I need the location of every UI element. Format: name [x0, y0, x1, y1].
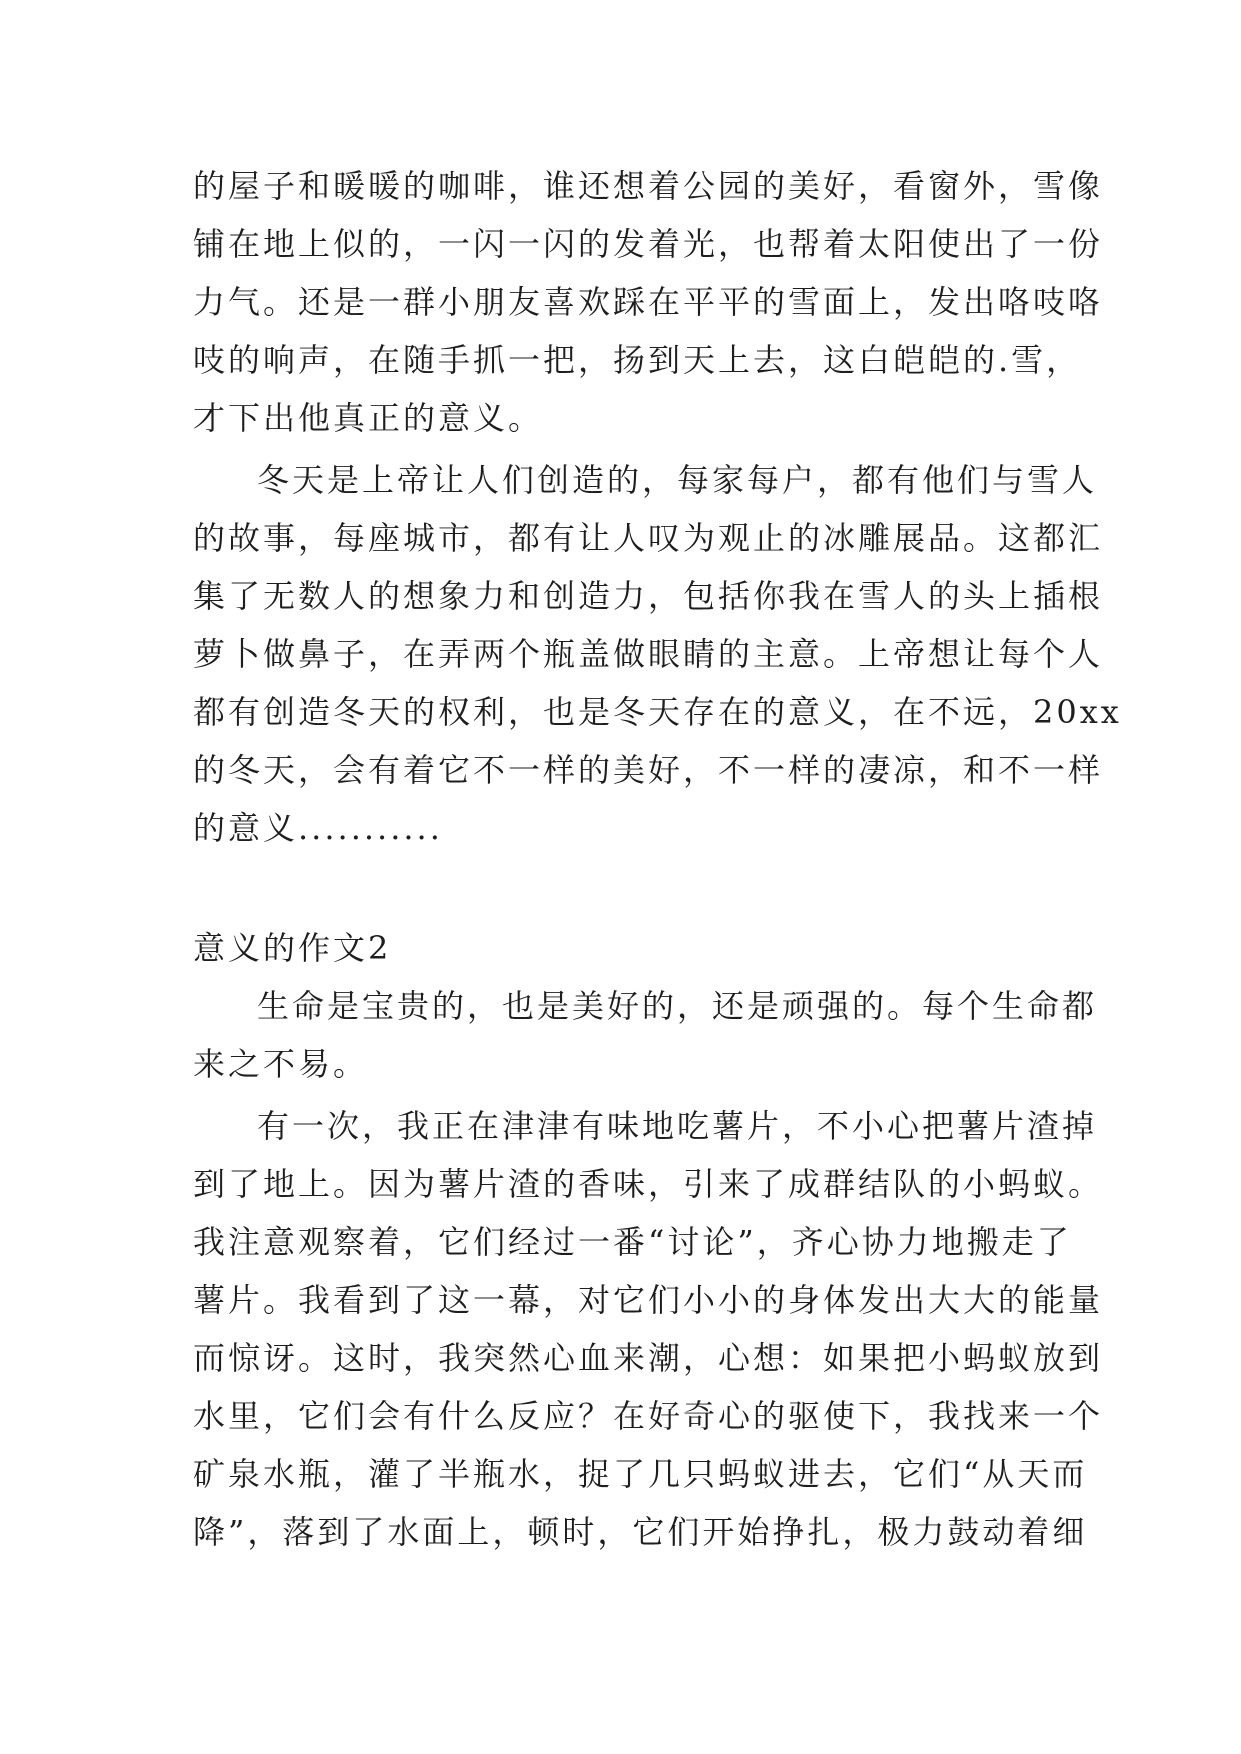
text-line: 降”，落到了水面上，顿时，它们开始挣扎，极力鼓动着细: [193, 1513, 1088, 1551]
text-line: 力气。还是一群小朋友喜欢踩在平平的雪面上，发出咯吱咯: [193, 283, 1104, 321]
text-line: 的冬天，会有着它不一样的美好，不一样的凄凉，和不一样: [193, 751, 1104, 789]
text-line: 的故事，每座城市，都有让人叹为观止的冰雕展品。这都汇: [193, 519, 1104, 557]
paragraph-life: [193, 977, 1098, 1093]
text-line: 生命是宝贵的，也是美好的，还是顽强的。每个生命都: [257, 987, 1098, 1025]
text-line: 有一次，我正在津津有味地吃薯片，不小心把薯片渣掉: [257, 1107, 1098, 1145]
text-line: 水里，它们会有什么反应？在好奇心的驱使下，我找来一个: [193, 1397, 1104, 1435]
text-line: 才下出他真正的意义。: [193, 399, 544, 437]
paragraph-winter: [193, 451, 1122, 857]
text-line: 而惊讶。这时，我突然心血来潮，心想：如果把小蚂蚁放到: [193, 1339, 1104, 1377]
essay-title-text: 意义的作文2: [193, 929, 392, 967]
essay-title: [193, 919, 1073, 977]
text-line: 的意义...........: [193, 809, 443, 847]
text-line: 薯片。我看到了这一幕，对它们小小的身体发出大大的能量: [193, 1281, 1104, 1319]
text-line: 冬天是上帝让人们创造的，每家每户，都有他们与雪人: [257, 461, 1098, 499]
text-line: 吱的响声，在随手抓一把，扬到天上去，这白皑皑的.雪，: [193, 341, 1082, 379]
text-line: 萝卜做鼻子，在弄两个瓶盖做眼睛的主意。上帝想让每个人: [193, 635, 1104, 673]
text-line: 的屋子和暖暖的咖啡，谁还想着公园的美好，看窗外，雪像: [193, 167, 1104, 205]
text-line: 到了地上。因为薯片渣的香味，引来了成群结队的小蚂蚁。: [193, 1165, 1104, 1203]
text-line: 铺在地上似的，一闪一闪的发着光，也帮着太阳使出了一份: [193, 225, 1104, 263]
paragraph-ants: [193, 1097, 1104, 1561]
text-line: 来之不易。: [193, 1045, 369, 1083]
text-line: 矿泉水瓶，灌了半瓶水，捉了几只蚂蚁进去，它们“从天而: [193, 1455, 1088, 1493]
paragraph-continued: [193, 157, 1104, 447]
text-line: 我注意观察着，它们经过一番“讨论”，齐心协力地搬走了: [193, 1223, 1072, 1261]
text-line: 集了无数人的想象力和创造力，包括你我在雪人的头上插根: [193, 577, 1104, 615]
text-line: 都有创造冬天的权利，也是冬天存在的意义，在不远，20xx: [193, 693, 1122, 731]
